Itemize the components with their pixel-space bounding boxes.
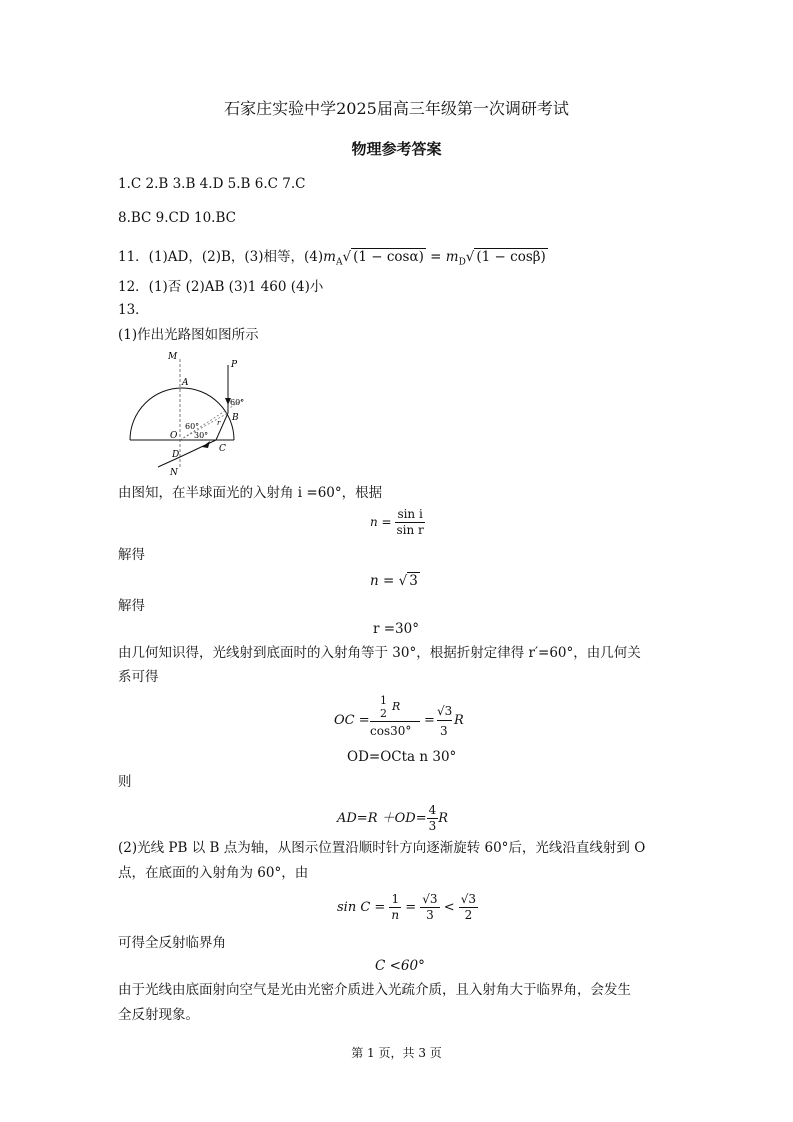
eq-sinc-den3: 2 — [464, 908, 473, 922]
part2-line-1: (2)光线 PB 以 B 点为轴，从图示位置沿顺时针方向逐渐旋转 60°后，光线沿直线射到 O — [118, 840, 646, 856]
label-60-mid: 60° — [185, 422, 200, 431]
answers-row-1: 1.C 2.B 3.B 4.D 5.B 6.C 7.C — [118, 176, 306, 192]
eq-sinc-den1: n — [391, 908, 400, 922]
q11-lhs-sub: A — [335, 257, 343, 268]
eq-n-lhs: n = — [370, 515, 392, 529]
eq-n-den: sin r — [396, 523, 424, 537]
label-30: 30° — [194, 431, 209, 440]
q11-lhs-root: (1 − cosα) — [353, 249, 424, 265]
label-a: A — [182, 378, 189, 388]
solve-label-2: 解得 — [118, 598, 145, 614]
label-p: P — [231, 360, 238, 370]
eq-oc-r: R — [454, 713, 464, 728]
part2-line-2: 点，在底面的入射角为 60°，由 — [118, 865, 309, 881]
label-m: M — [168, 352, 178, 362]
solution-intro: (1)作出光路图如图所示 — [118, 327, 259, 343]
eq-sinc-num1: 1 — [391, 892, 400, 906]
eq-ad-frac — [427, 803, 439, 834]
eq-n-value-lhs: n = — [370, 573, 395, 589]
page-subtitle: 物理参考答案 — [351, 140, 442, 158]
geometry-line-2: 系可得 — [118, 669, 159, 685]
eq-ad-den: 3 — [428, 819, 437, 833]
eq-ad-r: R — [438, 811, 449, 826]
conclusion-line-2: 全反射现象。 — [118, 1007, 199, 1023]
eq-oc-rden: 3 — [440, 724, 448, 738]
label-n: N — [170, 468, 178, 478]
eq-sinc-eq: = — [405, 900, 417, 915]
eq-sinc — [337, 892, 478, 923]
q11-rhs-root: (1 − cosβ) — [476, 249, 546, 265]
q11-lhs-m: m — [323, 249, 336, 265]
answer-12: 12．(1)否 (2)AB (3)1 460 (4)小 — [118, 279, 324, 295]
label-60-top: 60° — [230, 398, 245, 407]
eq-n-value-root: 3 — [409, 573, 418, 589]
eq-oc-rnum: √3 — [437, 702, 452, 721]
label-r: r — [217, 419, 221, 427]
label-b: B — [232, 413, 239, 423]
solution-line-1: 由图知，在半球面光的入射角 i =60°，根据 — [118, 485, 383, 501]
eq-ad-num: 4 — [428, 803, 437, 817]
answer-13: 13． — [118, 302, 149, 318]
q11-rhs-sub: D — [458, 257, 466, 268]
answer-11 — [118, 248, 548, 272]
answers-row-2: 8.BC 9.CD 10.BC — [118, 210, 236, 226]
eq-c: C <60° — [375, 958, 425, 974]
eq-od: OD=OCta n 30° — [347, 749, 457, 765]
answer-11-prefix: 11．(1)AD，(2)B，(3)相等，(4) — [118, 249, 324, 265]
solve-label-1: 解得 — [118, 547, 145, 563]
eq-sinc-frac-2 — [420, 892, 439, 923]
eq-oc-den: cos30° — [370, 724, 412, 738]
ray-arrow-2 — [202, 441, 210, 448]
page-title: 石家庄实验中学2025届高三年级第一次调研考试 — [224, 99, 569, 118]
q11-rhs-root-sign: √ — [465, 249, 475, 265]
q11-lhs-root-sign: √ — [342, 249, 352, 265]
eq-sinc-frac-1 — [389, 892, 401, 923]
eq-oc-num-mid: 2 — [380, 707, 387, 720]
eq-sinc-lhs: sin C = — [337, 900, 386, 915]
eq-oc-num-r: R — [392, 700, 401, 713]
eq-ad — [337, 803, 448, 834]
eq-sinc-lt: < — [443, 900, 455, 915]
eq-sinc-num3: √3 — [460, 892, 477, 906]
eq-n-num: sin i — [397, 507, 423, 521]
label-c: C — [219, 444, 226, 454]
eq-oc-lhs: OC = — [334, 713, 370, 728]
label-d: D — [172, 450, 180, 460]
exit-ray-cd — [180, 440, 216, 457]
eq-sinc-frac-3 — [459, 892, 478, 923]
critical-angle-label: 可得全反射临界角 — [118, 935, 226, 951]
then-label: 则 — [118, 774, 132, 790]
eq-oc-eq: = — [424, 713, 435, 728]
q11-eq: = — [425, 249, 446, 265]
eq-n-value: n = √ 3 — [370, 573, 418, 589]
eq-sinc-num2: √3 — [422, 892, 438, 906]
conclusion-line-1: 由于光线由底面射向空气是光由光密介质进入光疏介质，且入射角大于临界角，会发生 — [118, 982, 631, 998]
eq-n-frac — [395, 507, 424, 538]
q11-rhs-m: m — [445, 249, 459, 265]
optics-diagram — [118, 345, 258, 480]
eq-sinc-den2: 3 — [426, 908, 434, 922]
eq-r: r =30° — [373, 621, 419, 637]
eq-oc-num-top: 1 — [380, 694, 387, 707]
page-footer: 第 1 页，共 3 页 — [351, 1046, 442, 1060]
hemisphere — [130, 388, 234, 440]
eq-n-formula — [370, 507, 425, 538]
geometry-line-1: 由几何知识得，光线射到底面时的入射角等于 30°，根据折射定律得 r′=60°，由几何关 — [118, 645, 641, 661]
label-o: O — [170, 431, 178, 441]
eq-ad-lhs: AD=R ＋OD= — [337, 811, 427, 826]
